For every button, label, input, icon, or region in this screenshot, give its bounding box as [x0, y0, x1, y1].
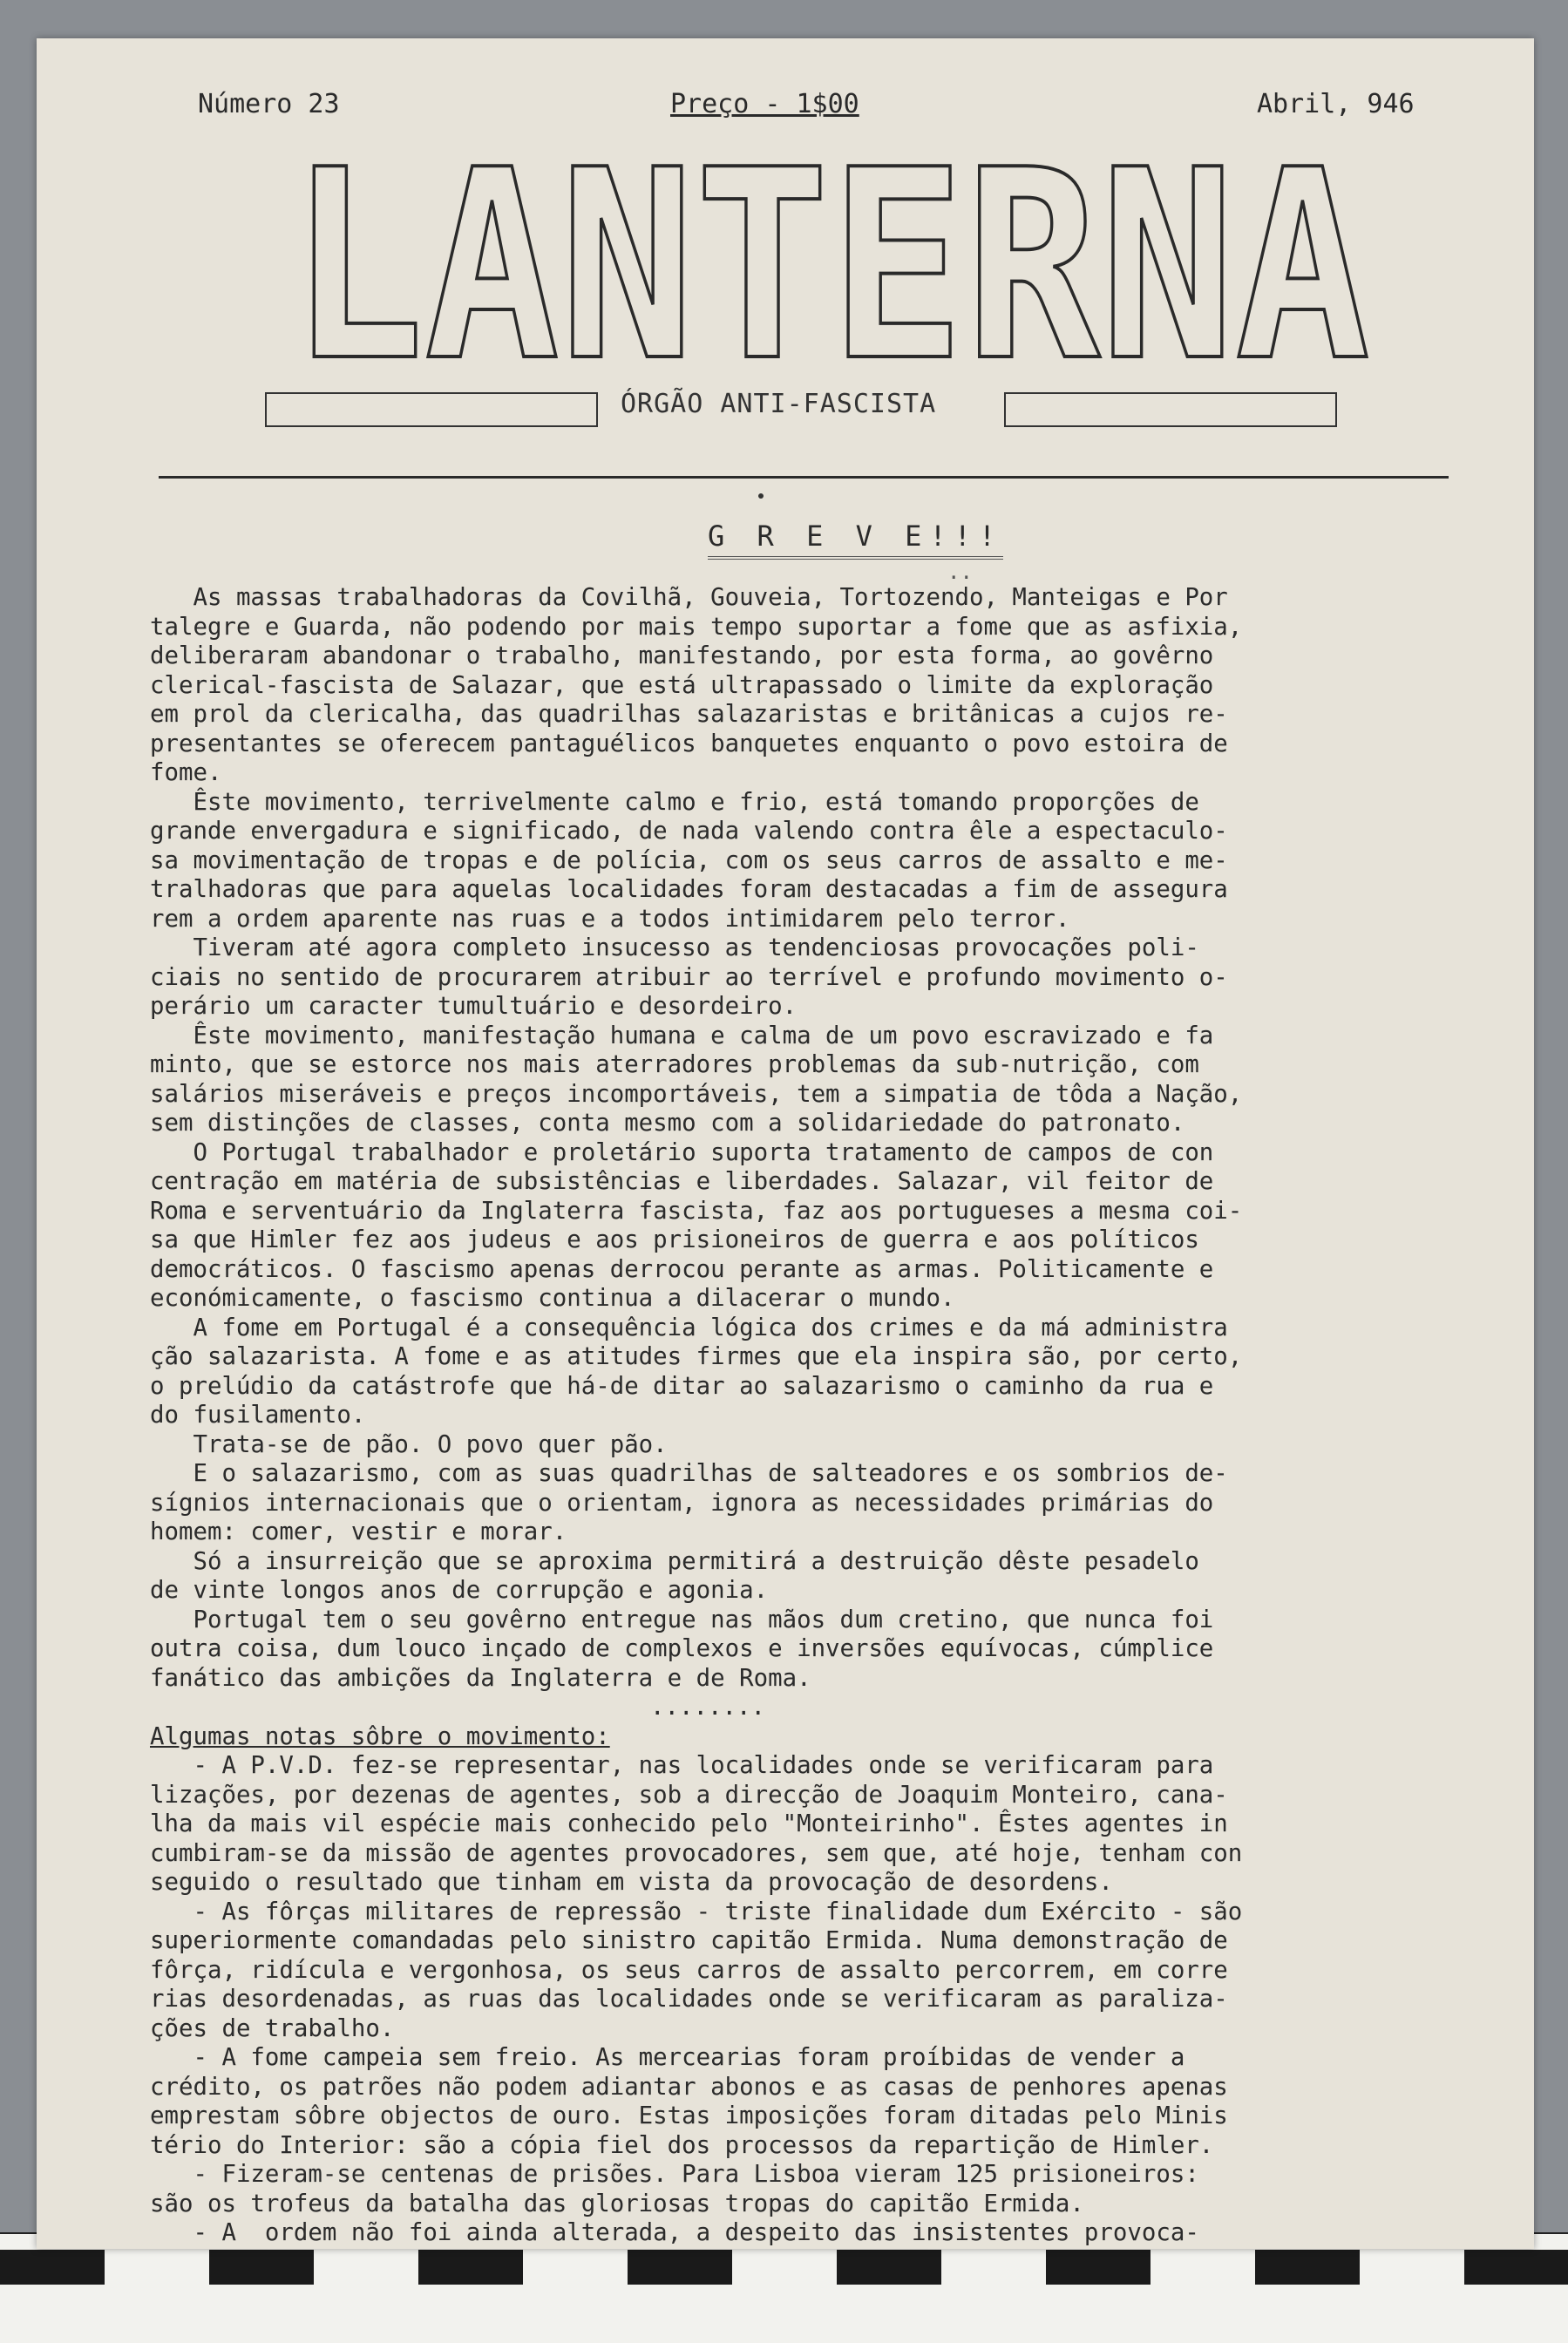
- article-line: outra coisa, dum louco inçado de complexos e inversões equívocas, cúmplice: [150, 1635, 1214, 1662]
- article-line: Tiveram até agora completo insucesso as tendenciosas provocações poli-: [150, 934, 1199, 961]
- notes-line: seguido o resultado que tinham em vista da provocação de desordens.: [150, 1869, 1113, 1896]
- notes-line: emprestam sôbre objectos de ouro. Estas imposições foram ditadas pelo Minis: [150, 2102, 1228, 2129]
- article-line: sa que Himler fez aos judeus e aos prisioneiros de guerra e aos políticos: [150, 1226, 1199, 1253]
- scale-ruler: [0, 2232, 1568, 2343]
- subtitle-right-box: [1004, 392, 1337, 427]
- subtitle-row: [37, 387, 1534, 439]
- article-line: deliberaram abandonar o trabalho, manifestando, por esta forma, ao govêrno: [150, 642, 1214, 669]
- notes-line: - A P.V.D. fez-se representar, nas localidades onde se verificaram para: [150, 1752, 1214, 1779]
- article-line: talegre e Guarda, não podendo por mais tempo suportar a fome que as asfixia,: [150, 613, 1243, 641]
- article-line: centração em matéria de subsistências e liberdades. Salazar, vil feitor de: [150, 1168, 1214, 1195]
- article-line: sígnios internacionais que o orientam, ignora as necessidades primárias do: [150, 1489, 1214, 1517]
- section-divider: ........: [650, 1694, 765, 1721]
- article-line: fome.: [150, 759, 222, 786]
- article-line: rem a ordem aparente nas ruas e a todos intimidarem pelo terror.: [150, 905, 1070, 933]
- article-line: do fusilamento.: [150, 1402, 366, 1429]
- article-line: Êste movimento, terrivelmente calmo e frio, está tomando proporções de: [150, 788, 1199, 816]
- subtitle-left-box: [265, 392, 598, 427]
- article-line: salários miseráveis e preços incomportáveis, tem a simpatia de tôda a Nação,: [150, 1080, 1243, 1108]
- article-line: clerical-fascista de Salazar, que está ultrapassado o limite da exploração: [150, 671, 1214, 699]
- article-line: ciais no sentido de procurarem atribuir ao terrível e profundo movimento o-: [150, 963, 1228, 991]
- issue-date: Abril, 946: [1257, 89, 1415, 119]
- notes-line: crédito, os patrões não podem adiantar abonos e as casas de penhores apenas: [150, 2073, 1228, 2101]
- article-line: económicamente, o fascismo continua a dilacerar o mundo.: [150, 1285, 955, 1312]
- article-line: de vinte longos anos de corrupção e agonia.: [150, 1577, 769, 1604]
- notes-line: tério do Interior: são a cópia fiel dos processos da repartição de Himler.: [150, 2131, 1214, 2159]
- ruler-block: [837, 2250, 941, 2285]
- newspaper-page: [37, 38, 1534, 2249]
- title-dash-mark: ..: [947, 560, 973, 584]
- notes-line: - As fôrças militares de repressão - triste finalidade dum Exército - são: [150, 1898, 1243, 1925]
- article-line: sa movimentação de tropas e de polícia, com os seus carros de assalto e me-: [150, 846, 1228, 874]
- article-line: presentantes se oferecem pantaguélicos banquetes enquanto o povo estoira de: [150, 730, 1228, 757]
- notes-line: lizações, por dezenas de agentes, sob a direcção de Joaquim Monteiro, cana-: [150, 1781, 1228, 1809]
- article-line: tralhadoras que para aquelas localidades foram destacadas a fim de assegura: [150, 876, 1228, 903]
- ruler-block: [418, 2250, 523, 2285]
- article-line: perário um caracter tumultuário e desordeiro.: [150, 993, 798, 1020]
- masthead-subtitle: ÓRGÃO ANTI-FASCISTA: [621, 389, 937, 419]
- notes-line: ções de trabalho.: [150, 2014, 395, 2042]
- article-line: homem: comer, vestir e morar.: [150, 1518, 567, 1545]
- ruler-block: [1255, 2250, 1360, 2285]
- notes-line: lha da mais vil espécie mais conhecido pelo "Monteirinho". Êstes agentes in: [150, 1810, 1228, 1837]
- ruler-block: [209, 2250, 314, 2285]
- notes-line: cumbiram-se da missão de agentes provocadores, sem que, até hoje, tenham con: [150, 1839, 1243, 1867]
- article-line: Portugal tem o seu govêrno entregue nas mãos dum cretino, que nunca foi: [150, 1606, 1214, 1633]
- notes-line: - Fizeram-se centenas de prisões. Para Lisboa vieram 125 prisioneiros:: [150, 2161, 1199, 2188]
- article-line: Roma e serventuário da Inglaterra fascista, faz aos portugueses a mesma coi-: [150, 1197, 1243, 1225]
- notes-line: superiormente comandadas pelo sinistro capitão Ermida. Numa demonstração de: [150, 1927, 1228, 1954]
- notes-line: são os trofeus da batalha das gloriosas tropas do capitão Ermida.: [150, 2190, 1084, 2217]
- article-line: em prol da clericalha, das quadrilhas salazaristas e britânicas a cujos re-: [150, 701, 1228, 728]
- masthead-title: [285, 160, 1375, 378]
- article-line: O Portugal trabalhador e proletário suporta tratamento de campos de con: [150, 1138, 1214, 1166]
- article-line: Trata-se de pão. O povo quer pão.: [150, 1430, 668, 1458]
- ruler-block: [1046, 2250, 1151, 2285]
- article-body: [150, 583, 1510, 2248]
- article-line: Só a insurreição que se aproxima permitirá a destruição dêste pesadelo: [150, 1547, 1199, 1575]
- article-line: o prelúdio da catástrofe que há-de ditar ao salazarismo o caminho da rua e: [150, 1372, 1214, 1400]
- issue-price: Preço - 1$00: [670, 89, 859, 119]
- article-line: fanático das ambições da Inglaterra e de Roma.: [150, 1664, 811, 1692]
- article-line: minto, que se estorce nos mais aterradores problemas da sub-nutrição, com: [150, 1051, 1199, 1078]
- ruler-block: [0, 2250, 105, 2285]
- notes-line: fôrça, ridícula e vergonhosa, os seus carros de assalto percorrem, em corre: [150, 1956, 1228, 1984]
- notes-line: - A fome campeia sem freio. As mercearias foram proíbidas de vender a: [150, 2044, 1185, 2071]
- article-line: As massas trabalhadoras da Covilhã, Gouveia, Tortozendo, Manteigas e Por: [150, 584, 1228, 611]
- article-line: E o salazarismo, com as suas quadrilhas de salteadores e os sombrios de-: [150, 1460, 1228, 1487]
- header-rule: [159, 476, 1449, 479]
- article-line: A fome em Portugal é a consequência lógica dos crimes e da má administra: [150, 1314, 1228, 1341]
- article-line: grande envergadura e significado, de nada valendo contra êle a espectaculo-: [150, 818, 1228, 845]
- notes-line: - A ordem não foi ainda alterada, a despeito das insistentes provoca-: [150, 2219, 1199, 2246]
- notes-line: rias desordenadas, as ruas das localidades onde se verificaram as paraliza-: [150, 1986, 1228, 2013]
- ruler-block: [628, 2250, 732, 2285]
- article-line: ção salazarista. A fome e as atitudes firmes que ela inspira são, por certo,: [150, 1343, 1243, 1370]
- ink-dot: [758, 493, 764, 499]
- article-line: Êste movimento, manifestação humana e calma de um povo escravizado e fa: [150, 1022, 1214, 1049]
- notes-title: Algumas notas sôbre o movimento:: [150, 1722, 610, 1750]
- issue-number: Número 23: [198, 89, 340, 119]
- article-line: sem distinções de classes, conta mesmo com a solidariedade do patronato.: [150, 1110, 1185, 1137]
- article-line: democráticos. O fascismo apenas derrocou perante as armas. Politicamente e: [150, 1255, 1214, 1283]
- ruler-block: [1464, 2250, 1568, 2285]
- masthead-title-text: LANTERNA: [289, 160, 1370, 378]
- article-title: G R E V E!!!: [708, 520, 1003, 560]
